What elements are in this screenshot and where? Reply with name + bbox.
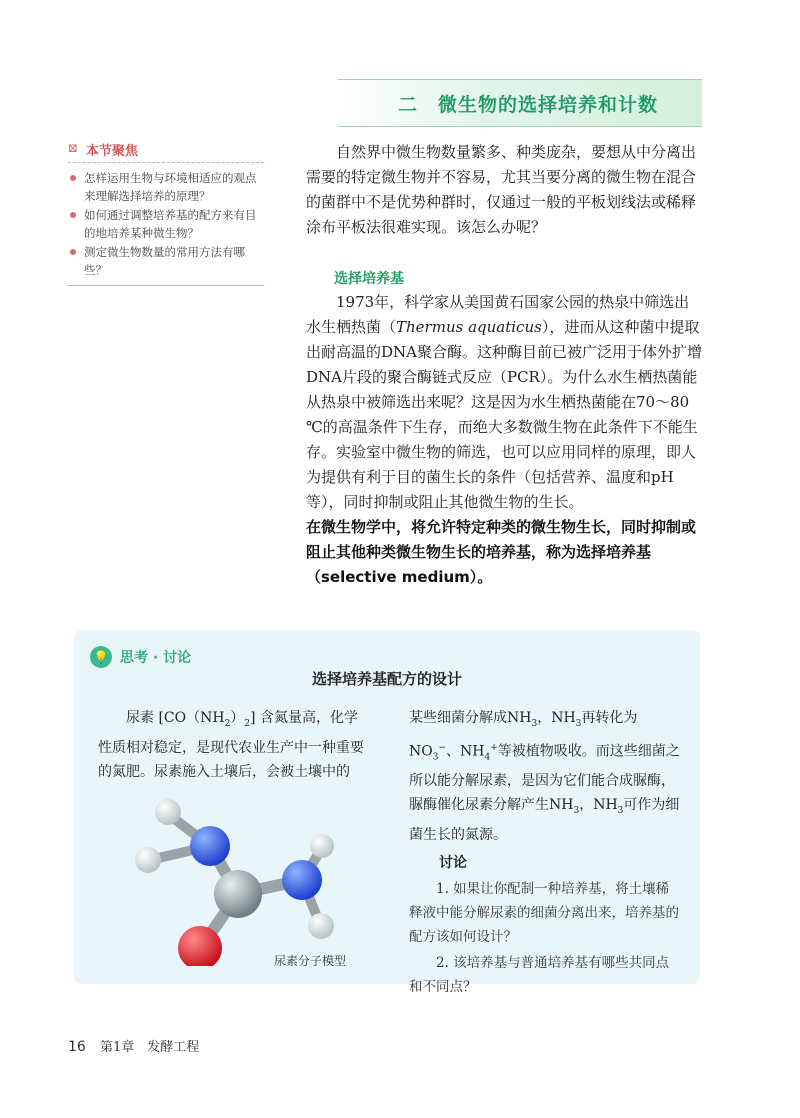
- selective-text-b: ），进而从这种菌中提取出耐高温的DNA聚合酶。这种酶目前已被广泛用于体外扩增DNA片段的聚合酶链式反应（PCR）。为什么水生栖热菌能从热泉中被筛选出来呢？这是因为水生栖热菌能在70～80 ℃的高温条件下生存，而绝大多数微生物在此条件下不能生存。实验室中微生物的筛选，也可以应用同样的原理，即人为提供有利于目的菌生长的条件（包括营养、温度和pH等），同时抑制或阻止其他微生物的生长。: [306, 318, 702, 511]
- focus-item: [68, 206, 264, 242]
- definition-text: 在微生物学中，将允许特定种类的微生物生长，同时抑制或阻止其他种类微生物生长的培养基，称为选择培养基（selective medium）。: [306, 518, 697, 586]
- section-header: [338, 79, 702, 127]
- discussion-right-text: [409, 706, 681, 999]
- selective-text: [306, 290, 704, 515]
- bacteria-text: 某些细菌分解成$NH_3$，$NH_3$再转化为$NO_3^-$、$NH_4^+$等被植物吸收。而这些细菌之所以能分解尿素，是因为它们能合成脲酶，脲酶催化尿素分解产生$NH_3$，$NH_3$可作为细菌生长的氮源。: [409, 710, 680, 844]
- intro-paragraph: [306, 140, 704, 240]
- focus-item: [68, 243, 264, 279]
- hydrogen-atom: [135, 847, 161, 873]
- discussion-tag: 思考 · 讨论: [120, 650, 192, 666]
- focus-list: [68, 169, 264, 279]
- hydrogen-atom: [155, 799, 181, 825]
- focus-item-text: 怎样运用生物与环境相适应的观点来理解选择培养的原理？: [84, 171, 257, 203]
- chapter-label: 第1章 发酵工程: [99, 1040, 200, 1055]
- bullet-icon: [70, 249, 76, 255]
- discussion-left-text: [98, 706, 366, 784]
- carbon-atom: [214, 870, 262, 918]
- focus-item-text: 测定微生物数量的常用方法有哪些？: [84, 245, 245, 277]
- hydrogen-atom: [310, 834, 334, 858]
- urea-molecule-model: [110, 776, 350, 966]
- subheading-selective-medium: 选择培养基: [334, 271, 404, 287]
- discussion-question-heading: 讨论: [439, 855, 467, 872]
- nitrogen-atom: [190, 826, 230, 866]
- lightbulb-icon: 💡: [90, 646, 112, 668]
- discussion-question-2: 2. 该培养基与普通培养基有哪些共同点和不同点？: [409, 955, 670, 996]
- bullet-icon: [70, 175, 76, 181]
- focus-item: [68, 169, 264, 205]
- bullet-icon: [70, 212, 76, 218]
- focus-icon: ⊠: [68, 141, 79, 155]
- page-footer: [68, 1036, 199, 1055]
- molecule-caption: 尿素分子模型: [274, 954, 347, 968]
- section-title: 二 微生物的选择培养和计数: [398, 94, 659, 116]
- focus-header: [68, 140, 264, 163]
- latin-name: Thermus aquaticus: [396, 318, 542, 336]
- focus-item-text: 如何通过调整培养基的配方来有目的地培养某种微生物？: [84, 208, 257, 240]
- discussion-title: 选择培养基配方的设计: [311, 670, 462, 688]
- page-number: 16: [68, 1039, 86, 1055]
- discussion-box: [74, 630, 700, 996]
- nitrogen-atom: [282, 860, 322, 900]
- intro-text: 自然界中微生物数量繁多、种类庞杂，要想从中分离出需要的特定微生物并不容易，尤其当要分离的微生物在混合的菌群中不是优势种群时，仅通过一般的平板划线法或稀释涂布平板法很难实现。该怎么办呢？: [306, 143, 697, 236]
- focus-title: 本节聚焦: [86, 144, 139, 159]
- selective-paragraph: [306, 290, 704, 590]
- focus-divider: [68, 285, 264, 286]
- hydrogen-atom: [308, 913, 334, 939]
- urea-text: 尿素 $[CO(NH_2)_2]$ 含氮量高，化学性质相对稳定，是现代农业生产中一种重要的氮肥。尿素施入土壤后，会被土壤中的: [98, 710, 364, 780]
- discussion-question-1: 1. 如果让你配制一种培养基，将土壤稀释液中能分解尿素的细菌分离出来，培养基的配方该如何设计？: [409, 881, 679, 946]
- selective-text-a: 1973年，科学家从美国黄石国家公园的热泉中筛选出水生栖热菌（: [306, 293, 690, 336]
- focus-sidebar: [68, 140, 264, 286]
